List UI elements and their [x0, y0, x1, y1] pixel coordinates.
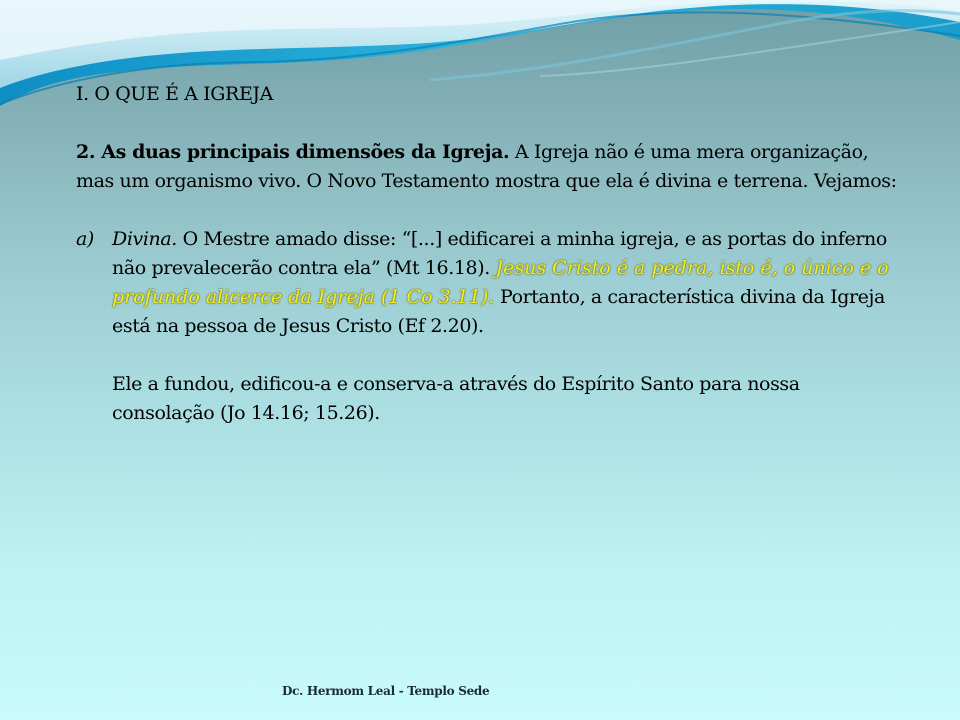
- list-text-before: O Mestre amado disse: “[...] edificarei a minha igreja, e as portas do inferno não prevalecerão contra ela” (Mt 16.18).: [112, 228, 887, 279]
- follow-up-paragraph: Ele a fundou, edificou-a e conserva-a através do Espírito Santo para nossa consolação (Jo 14.16; 15.26).: [112, 373, 800, 424]
- footer-author: Dc. Hermom Leal - Templo Sede: [282, 684, 490, 698]
- highlighted-text: Jesus Cristo é a pedra, isto é, o único e o profundo alicerce da Igreja (1 Co 3.11).: [112, 257, 889, 308]
- list-marker: a): [76, 228, 94, 250]
- section-title: 2. As duas principais dimensões da Igreja.: [76, 141, 510, 163]
- slide-content: [76, 80, 906, 428]
- section-text: A Igreja não é uma mera organização, mas um organismo vivo. O Novo Testamento mostra que ela é divina e terrena. Vejamos:: [76, 141, 897, 192]
- section-paragraph: [76, 138, 906, 196]
- slide-heading: I. O QUE É A IGREJA: [76, 83, 273, 105]
- list-term: Divina.: [112, 228, 177, 250]
- list-text-after: Portanto, a característica divina da Igreja está na pessoa de Jesus Cristo (Ef 2.20).: [112, 286, 885, 337]
- list-item-divina: [76, 225, 906, 341]
